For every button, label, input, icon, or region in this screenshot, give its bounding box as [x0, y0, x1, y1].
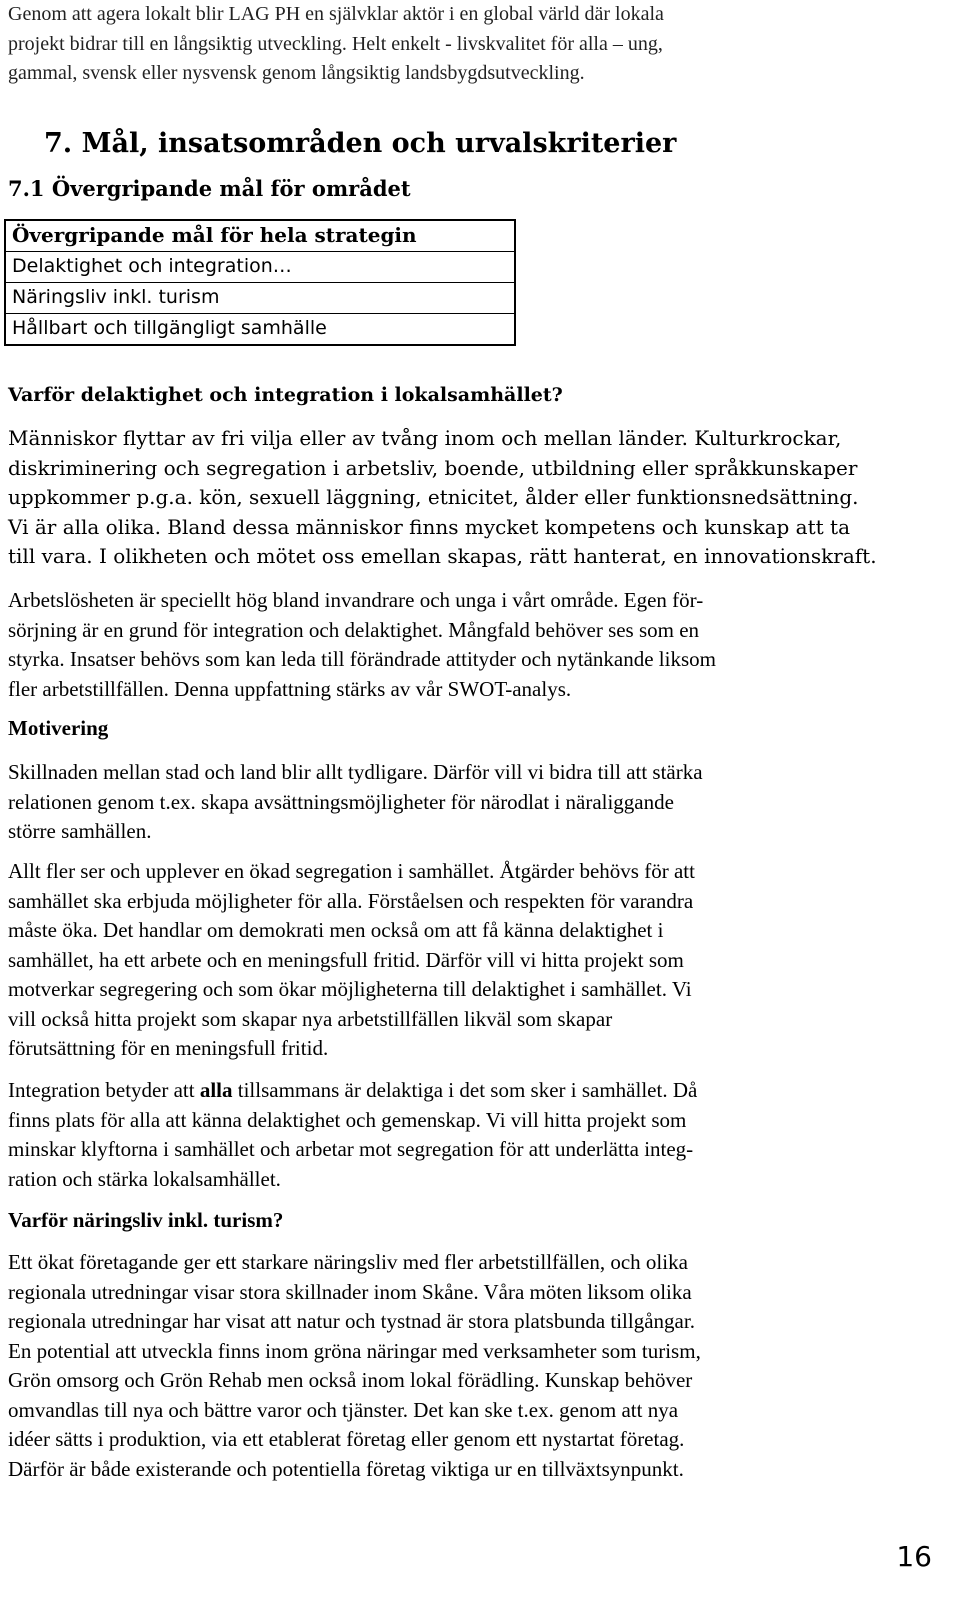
- text-line: till vara. I olikheten och mötet oss emellan skapas, rätt hanterat, en innovationskraft.: [8, 544, 877, 568]
- text-line: finns plats för alla att känna delaktighet och gemenskap. Vi vill hitta projekt som: [8, 1107, 687, 1132]
- subsection-heading: 7.1 Övergripande mål för området: [8, 176, 411, 201]
- text-line: Arbetslösheten är speciellt hög bland invandrare och unga i vårt område. Egen för-: [8, 588, 704, 612]
- paragraph: [8, 1248, 938, 1484]
- paragraph: [8, 1076, 938, 1194]
- text-line: regionala utredningar visar stora skillnader inom Skåne. Våra möten liksom olika: [8, 1279, 692, 1304]
- text-run: tillsammans är delaktiga i det som sker i samhället. Då: [232, 1078, 698, 1102]
- text-line: ration och stärka lokalsamhället.: [8, 1166, 281, 1191]
- text-line: måste öka. Det handlar om demokrati men också om att få känna delaktighet i: [8, 918, 664, 942]
- goal-table-row: Delaktighet och integration…: [6, 251, 514, 282]
- text-line: Grön omsorg och Grön Rehab men också inom lokal förädling. Kunskap behöver: [8, 1368, 693, 1392]
- text-line: idéer sätts i produktion, via ett etablerat företag eller genom ett nystartat företag.: [8, 1427, 685, 1451]
- paragraph: [8, 758, 938, 847]
- text-line: Skillnaden mellan stad och land blir allt tydligare. Därför vill vi bidra till att stärka: [8, 760, 703, 784]
- page-number: 16: [896, 1540, 932, 1573]
- text-line: gammal, svensk eller nysvensk genom långsiktig landsbygdsutveckling.: [8, 62, 585, 84]
- text-line: omvandlas till nya och bättre varor och tjänster. Det kan ske t.ex. genom att nya: [8, 1397, 679, 1422]
- text-line: [8, 1076, 938, 1106]
- text-line: motverkar segregering och som ökar möjligheterna till delaktighet i samhället. Vi: [8, 977, 692, 1001]
- emphasis-text: alla: [199, 1078, 233, 1102]
- text-line: samhället ska erbjuda möjligheter för alla. Förståelsen och respekten för varandra: [8, 888, 694, 913]
- goal-table: [4, 219, 516, 346]
- text-line: Allt fler ser och upplever en ökad segregation i samhället. Åtgärder behövs för att: [8, 859, 695, 883]
- text-line: fler arbetstillfällen. Denna uppfattning stärks av vår SWOT-analys.: [8, 676, 572, 701]
- text-line: minskar klyftorna i samhället och arbetar mot segregation för att underlätta integ-: [8, 1137, 694, 1161]
- text-line: uppkommer p.g.a. kön, sexuell läggning, etnicitet, ålder eller funktionsnedsättning.: [8, 485, 859, 509]
- question-heading-integration: Varför delaktighet och integration i lokalsamhället?: [8, 384, 563, 406]
- text-line: Genom att agera lokalt blir LAG PH en självklar aktör i en global värld där lokala: [8, 3, 664, 25]
- paragraph: [8, 424, 938, 572]
- goal-table-row: Näringsliv inkl. turism: [6, 282, 514, 313]
- text-line: Ett ökat företagande ger ett starkare näringsliv med fler arbetstillfällen, och olika: [8, 1250, 688, 1274]
- text-line: Människor flyttar av fri vilja eller av tvång inom och mellan länder. Kulturkrockar,: [8, 426, 842, 450]
- text-line: Vi är alla olika. Bland dessa människor finns mycket kompetens och kunskap att ta: [8, 514, 850, 539]
- text-line: relationen genom t.ex. skapa avsättningsmöjligheter för närodlat i näraliggande: [8, 789, 674, 814]
- text-line: sörjning är en grund för integration och delaktighet. Mångfald behöver ses som en: [8, 617, 700, 642]
- paragraph: [8, 586, 938, 704]
- section-heading: 7. Mål, insatsområden och urvalskriterier: [44, 128, 677, 159]
- intro-paragraph: [8, 0, 938, 89]
- text-line: Därför är både existerande och potentiella företag viktiga ur en tillväxtsynpunkt.: [8, 1456, 684, 1481]
- text-line: samhället, ha ett arbete och en meningsfull fritid. Därför vill vi hitta projekt som: [8, 947, 684, 972]
- goal-table-row: Hållbart och tillgängligt samhälle: [6, 313, 514, 344]
- text-line: större samhällen.: [8, 819, 152, 843]
- goal-table-header: Övergripande mål för hela strategin: [12, 223, 417, 247]
- motivering-heading: Motivering: [8, 716, 109, 740]
- text-line: En potential att utveckla finns inom gröna näringar med verksamheter som turism,: [8, 1338, 701, 1363]
- text-line: regionala utredningar har visat att natur och tystnad är stora platsbunda tillgångar.: [8, 1309, 695, 1333]
- text-run: Integration betyder att: [8, 1078, 200, 1102]
- text-line: diskriminering och segregation i arbetsliv, boende, utbildning eller språkkunskaper: [8, 455, 858, 480]
- text-line: vill också hitta projekt som skapar nya arbetstillfällen likväl som skapar: [8, 1006, 613, 1031]
- text-line: projekt bidrar till en långsiktig utveckling. Helt enkelt - livskvalitet för alla – ung,: [8, 32, 663, 55]
- paragraph: [8, 857, 938, 1064]
- question-heading-business: Varför näringsliv inkl. turism?: [8, 1208, 284, 1232]
- text-line: styrka. Insatser behövs som kan leda till förändrade attityder och nytänkande liksom: [8, 647, 716, 671]
- text-line: förutsättning för en meningsfull fritid.: [8, 1036, 329, 1060]
